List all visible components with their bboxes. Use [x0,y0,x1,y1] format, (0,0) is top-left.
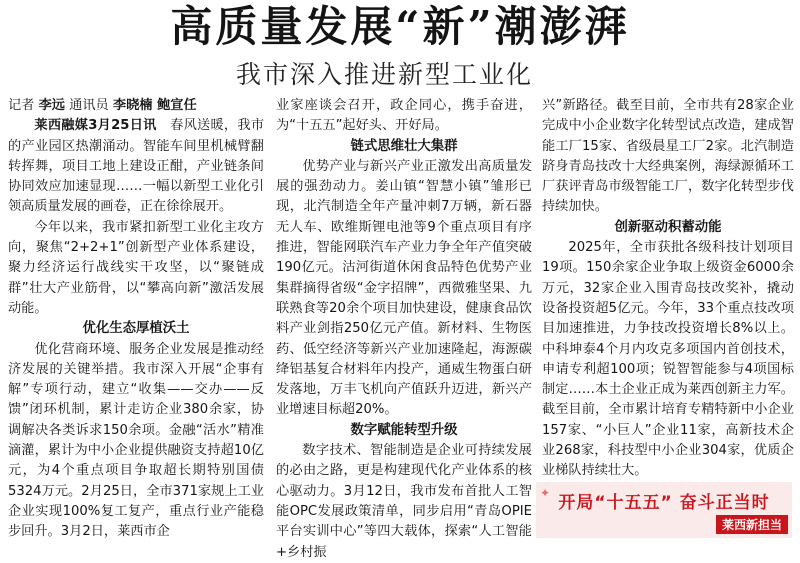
star-icon: ✦ [540,486,551,500]
article-column-2 [276,96,532,563]
article-column-1 [8,96,264,543]
headline: 高质量发展“新”潮澎湃 [170,2,630,51]
section-heading: 链式思维壮大集群 [350,138,458,154]
paragraph-text: 春风送暖，我市的产业园区热潮涌动。智能车间里机械臂翻转挥舞，项目工地上建设正酣，产业链条间协同效应加速显现……一幅以新型工业化引领高质量发展的画卷，正在徐徐展开。 [8,118,265,215]
byline-correspondents: 李晓楠 鲍宣任 [112,98,197,113]
dateline: 莱西融媒3月25日讯 [34,118,157,134]
paragraph: 2025年，全市获批各级科技计划项目19项。150余家企业争取上级资金6000余万元，32家企业入围青岛技改奖补，撬动设备投资超5亿元。今年，33个重点技改项目加速推进，力争技改投资增长8%以上。中科坤泰4个月内攻克多项国内首创技术，申请专利超100项；锐智智能参与4项国标制定……本土企业正成为莱西创新主力军。截至目前，全市累计培育专精特新中小企业157家、“小巨人”企业11家，高新技术企业268家，科技型中小企业304家，优质企业梯队持续壮大。 [542,240,794,479]
byline-label-reporter: 记者 [8,98,35,113]
banner-tag: 莱西新担当 [716,515,788,534]
byline-reporter: 李远 [38,98,65,113]
banner-title: 开局“十五五” 奋斗正当时 [558,493,770,513]
paragraph: 数字技术、智能制造是企业可持续发展的必由之路，更是构建现代化产业体系的核心驱动力。3月12日，我市发布首批人工智能OPC发展政策清单，同步启用“青岛OPIE平台实训中心”等四大载体，探索“人工智能+乡村振 [276,443,532,560]
column-banner [536,482,792,538]
section-heading: 创新驱动积蓄动能 [614,219,722,235]
byline-label-correspondent: 通讯员 [69,98,109,113]
article-column-3 [542,96,794,482]
paragraph: 业家座谈会召开，政企同心，携手奋进，为“十五五”起好头、开好局。 [276,98,532,134]
paragraph: 兴”新路径。截至目前，全市共有28家企业完成中小企业数字化转型试点改造，建成智能工厂15家、省级晨星工厂2家。北汽制造跻身青岛技改十大经典案例，海绿源循环工厂获评青岛市级智能工厂，数字化转型步伐持续加快。 [542,98,794,215]
paragraph [8,116,264,217]
section-heading: 数字赋能转型升级 [350,422,458,438]
paragraph: 优势产业与新兴产业正激发出高质量发展的强劲动力。姜山镇“智慧小镇”雏形已现，北汽制造全年产量冲刺7万辆，新石器无人车、欧维斯锂电池等9个重点项目有序推进，智能网联汽车产业力争全年产值突破190亿元。沽河街道休闲食品特色优势产业集群摘得省级“金字招牌”，西微雅坚果、九联熟食等20余个项目加快建设，健康食品饮料产业剑指250亿元产值。新材料、生物医药、低空经济等新兴产业加速隆起，海源碳绛铝基复合材料年内投产，通威生物蛋白研发落地，万丰飞机向产值跃升迈进，新兴产业增速目标超20%。 [276,158,532,418]
section-heading: 优化生态厚植沃土 [82,321,190,337]
subheadline: 我市深入推进新型工业化 [236,60,534,89]
paragraph: 今年以来，我市紧扣新型工业化主攻方向，聚焦“2+2+1”创新型产业体系建设，聚力经济运行战线实干攻坚，以“聚链成群”壮大产业筋骨，以“攀高向新”激活发展动能。 [8,219,264,316]
byline [8,96,264,116]
paragraph: 优化营商环境、服务企业发展是推动经济发展的关键举措。我市深入开展“企事有解”专项行动，建立“收集——交办——反馈”闭环机制，累计走访企业380余家，协调解决各类诉求150余项。金融“活水”精准滴灌，累计为中小企业提供融资支持超10亿元，为4个重点项目争取超长期特别国债5324万元。2月25日，全市371家规上工业企业实现100%复工复产，重点行业产能稳步回升。3月2日，莱西市企 [8,341,264,540]
